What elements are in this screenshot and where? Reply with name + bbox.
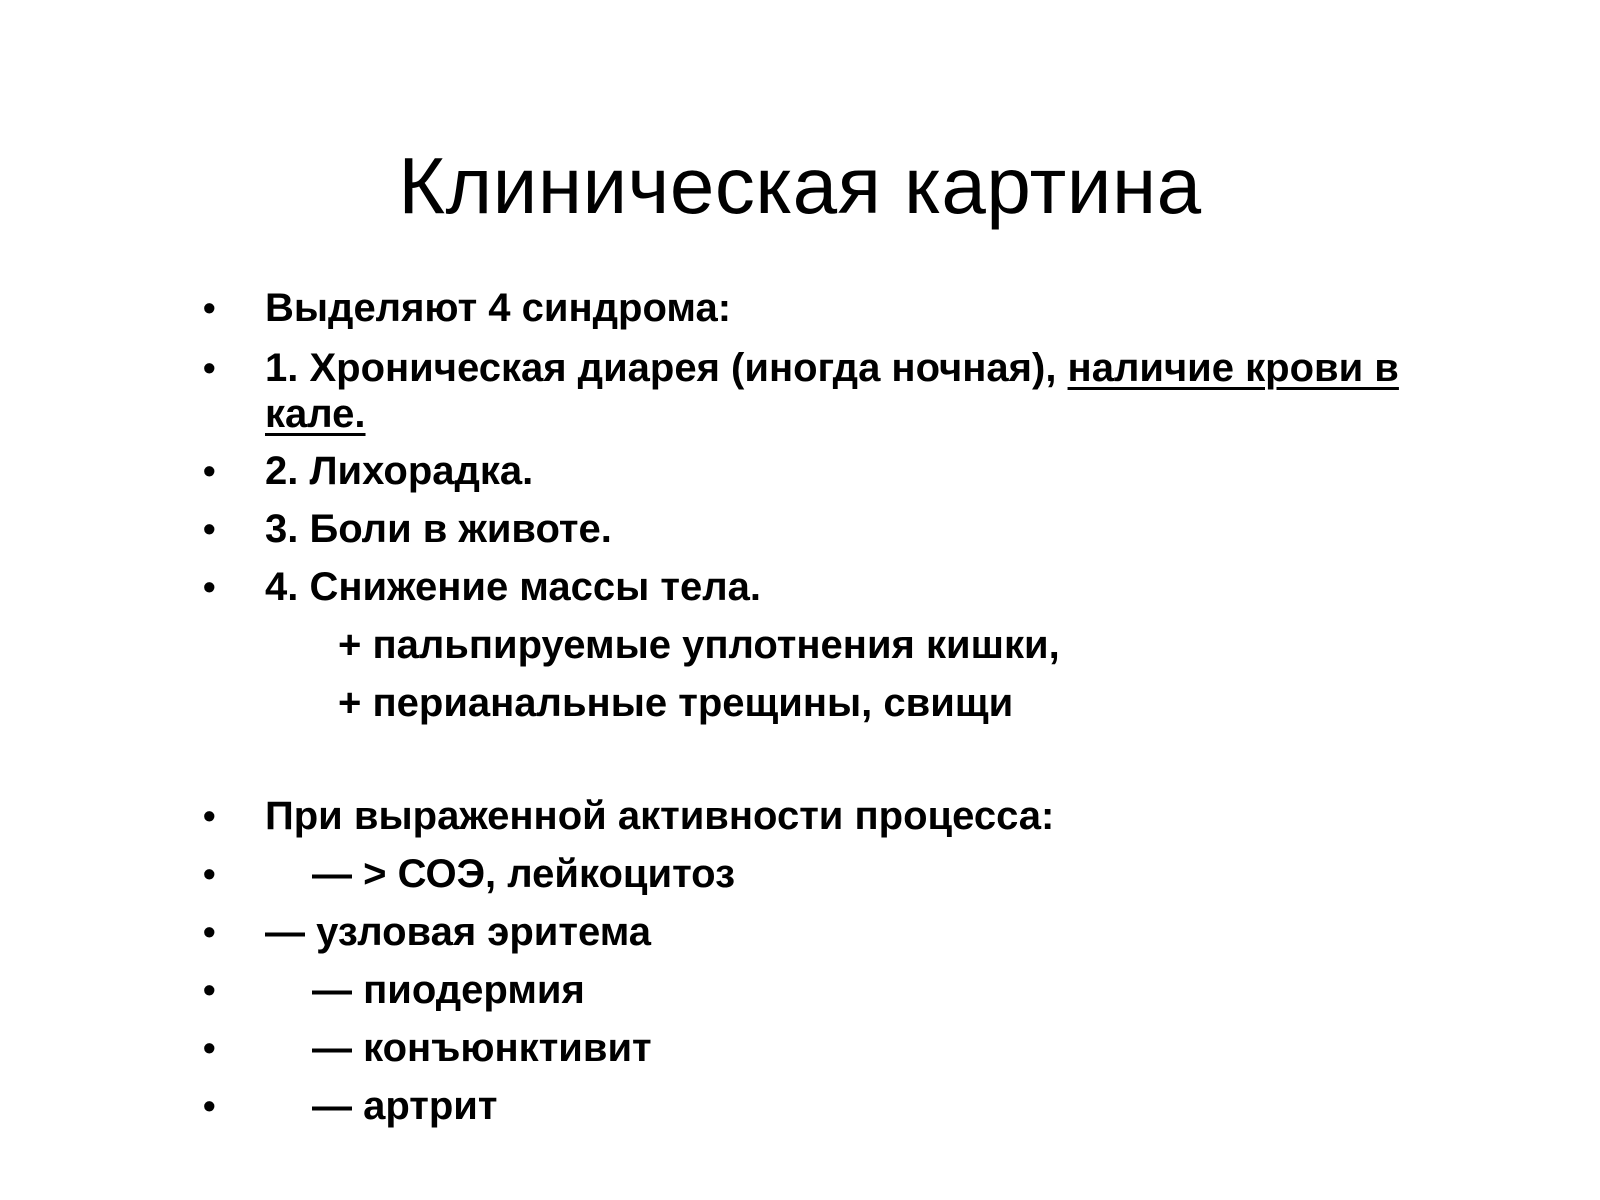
list-item-text [265, 344, 1399, 392]
bullet-icon: • [203, 347, 216, 388]
list-item-text: — пиодермия [312, 968, 585, 1012]
list-item-text: 4. Снижение массы тела. [265, 565, 761, 609]
bullet-icon: • [203, 566, 216, 607]
list-item-text: При выраженной активности процесса: [265, 794, 1055, 838]
bullet-icon: • [203, 1027, 216, 1068]
bullet-icon: • [203, 911, 216, 952]
bullet-icon: • [203, 795, 216, 836]
list-item-text: 3. Боли в животе. [265, 507, 612, 551]
list-item-text-underlined: кале. [265, 392, 366, 436]
list-item-text: + пальпируемые уплотнения кишки, [338, 623, 1060, 667]
list-item-text-underlined: наличие крови в [1067, 346, 1399, 390]
list-item-text: — > СОЭ, лейкоцитоз [312, 852, 735, 896]
list-item-text: — артрит [312, 1084, 498, 1128]
bullet-icon: • [203, 1085, 216, 1126]
bullet-icon: • [203, 853, 216, 894]
list-item-text: 2. Лихорадка. [265, 449, 534, 493]
list-item-text: — узловая эритема [265, 910, 651, 954]
slide-title: Клиническая картина [398, 141, 1202, 230]
list-item-text: Выделяют 4 синдрома: [265, 286, 732, 330]
bullet-icon: • [203, 450, 216, 491]
list-item-text: + перианальные трещины, свищи [338, 681, 1014, 725]
bullet-icon: • [203, 287, 216, 328]
list-item-text-plain: 1. Хроническая диарея (иногда ночная), [265, 346, 1068, 390]
list-item-text: — конъюнктивит [312, 1026, 652, 1070]
bullet-icon: • [203, 508, 216, 549]
bullet-icon: • [203, 969, 216, 1010]
